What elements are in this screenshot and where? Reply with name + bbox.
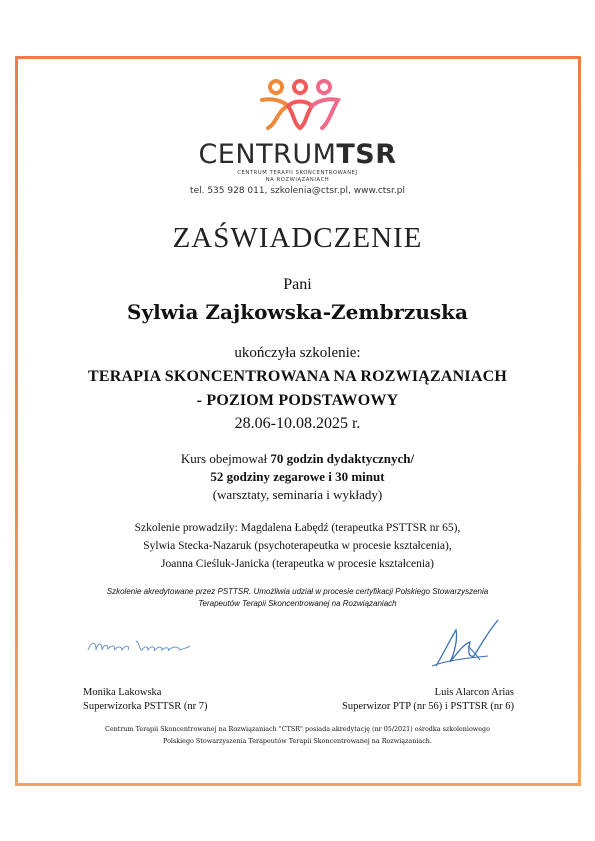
signer-left-role: Superwizorka PSTTSR (nr 7) [83, 701, 208, 712]
trainers-line-2: Sylwia Stecka-Nazaruk (psychoterapeutka w procesie kształcenia), [143, 540, 452, 552]
footer-note [0, 723, 595, 747]
accreditation-line-2: Terapeutów Terapii Skoncentrowanej na Rozwiązaniach [198, 599, 397, 608]
salutation: Pani [283, 276, 312, 293]
signature-left-icon [86, 630, 196, 660]
trainers-line-3: Joanna Cieśluk-Janicka (terapeutka w procesie kształcenia) [160, 558, 434, 570]
brand-tagline [0, 170, 595, 184]
brand-part-1: CENTRUM [198, 139, 337, 170]
recipient-name: Sylwia Zajkowska-Zembrzuska [127, 300, 468, 324]
tagline-line-2: NA ROZWIĄZANIACH [265, 177, 330, 183]
footer-line-1: Centrum Terapii Skoncentrowanej na Rozwiązaniach "CTSR" posiada akredytację (nr 05/2021) ośrodka szkoleniowego [105, 725, 490, 733]
tagline-line-1: CENTRUM TERAPII SKONCENTROWANEJ [237, 170, 358, 176]
signer-right [342, 686, 514, 714]
course-title-line-2: - POZIOM PODSTAWOWY [196, 392, 399, 409]
completed-text: ukończyła szkolenie: [234, 345, 361, 361]
accreditation-line-1: Szkolenie akredytowane przez PSTTSR. Umożliwia udział w procesie certyfikacji Polskiego Stowarzyszenia [106, 587, 489, 596]
hours-prefix: Kurs obejmował [180, 451, 271, 466]
signer-left [83, 686, 208, 714]
brand-name [0, 139, 595, 170]
hours-line-1 [0, 449, 595, 468]
trainers-block [0, 519, 595, 573]
hours-note: (warsztaty, seminaria i wykłady) [212, 487, 383, 502]
signer-right-role: Superwizor PTP (nr 56) i PSTTSR (nr 6) [342, 701, 514, 712]
hours-line-2: 52 godziny zegarowe i 30 minut [210, 469, 385, 484]
accreditation-note [0, 586, 595, 610]
course-title-line-1: TERAPIA SKONCENTROWANA NA ROZWIĄZANIACH [88, 368, 507, 385]
hours-bold-1: 70 godzin dydaktycznych/ [270, 451, 415, 466]
footer-line-2: Polskiego Stowarzyszenia Terapeutów Terapii Skoncentrowanej na Rozwiązaniach. [163, 737, 432, 745]
brand-part-2: TSR [336, 139, 397, 170]
contact-info: tel. 535 928 011, szkolenia@ctsr.pl, www.ctsr.pl [190, 186, 405, 196]
certificate-title: ZAŚWIADCZENIE [172, 222, 423, 254]
trainers-line-1: Szkolenie prowadziły: Magdalena Łabędź (terapeutka PSTTSR nr 65), [134, 522, 461, 534]
centrum-tsr-logo-icon [250, 78, 350, 140]
signature-right-icon [428, 616, 508, 671]
signer-left-name: Monika Lakowska [83, 687, 162, 698]
course-dates: 28.06-10.08.2025 r. [234, 415, 361, 432]
signer-right-name: Luis Alarcon Arias [434, 687, 514, 698]
